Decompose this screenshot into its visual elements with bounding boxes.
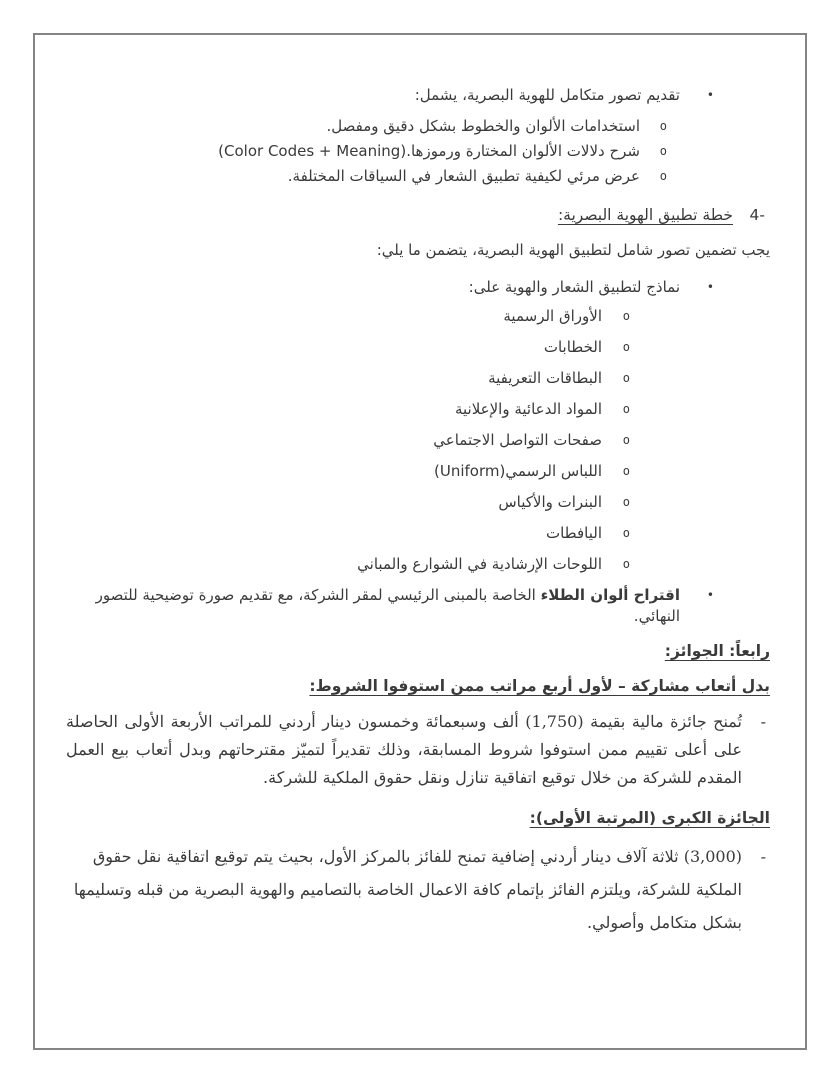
bullet-marker: • (706, 88, 714, 102)
grand-prize-paragraph (66, 840, 770, 939)
intro-sub-item-text: شرح دلالات الألوان المختارة ورموزها.(Color Codes + Meaning) (218, 142, 640, 160)
paint-colors-text (66, 585, 680, 627)
circle-marker: o (622, 495, 630, 509)
participation-fees-heading: بدل أتعاب مشاركة – لأول أربع مراتب ممن استوفوا الشروط: (309, 677, 770, 695)
application-item (66, 400, 770, 418)
paint-colors-bullet (66, 585, 770, 627)
application-item-text: المواد الدعائية والإعلانية (454, 400, 602, 418)
application-item (66, 307, 770, 325)
paint-colors-rest: الخاصة بالمبنى الرئيسي لمقر الشركة، مع تقديم صورة توضيحية للتصور النهائي. (95, 586, 680, 625)
application-item-text: الأوراق الرسمية (503, 307, 602, 325)
circle-marker: o (622, 402, 630, 416)
circle-marker: o (659, 144, 667, 158)
application-item-text: صفحات التواصل الاجتماعي (433, 431, 602, 449)
intro-sub-item (66, 114, 770, 139)
models-bullet-text: نماذج لتطبيق الشعار والهوية على: (468, 278, 680, 296)
application-item-text: الخطابات (543, 338, 602, 356)
prizes-section-heading: رابعاً: الجوائز: (664, 642, 770, 660)
intro-sub-item (66, 139, 770, 164)
circle-marker: o (622, 526, 630, 540)
circle-marker: o (659, 169, 667, 183)
section4-number: 4- (749, 206, 765, 224)
grand-prize-body: (3,000) ثلاثة آلاف دينار أردني إضافية تمنح للفائز بالمركز الأول، بحيث يتم توقيع اتفاقية نقل حقوق الملكية للشركة، ويلتزم الفائز بإتمام كافة الاعمال الخاصة بالتصاميم والهوية البصرية من قبله وتسليمها بشكل متكامل وأصولي. (73, 847, 742, 932)
intro-bullet-text: تقديم تصور متكامل للهوية البصرية، يشمل: (414, 86, 680, 104)
participation-fees-body: تُمنح جائزة مالية بقيمة (1,750) ألف وسبعمائة وخمسون دينار أردني للمراتب الأربعة الأولى الحاصلة على أعلى تقييم ممن استوفوا شروط المسابقة، وذلك تقديراً لتميّز مقترحاتهم وبدل أتعاب بيع العمل المقدم للشركة من خلال توقيع اتفاقية تنازل ونقل حقوق الملكية للشركة. (66, 712, 742, 787)
bullet-marker: • (706, 588, 714, 602)
dash-marker: - (760, 847, 766, 866)
application-item-text: البنرات والأكياس (498, 493, 602, 511)
circle-marker: o (622, 371, 630, 385)
application-item-text: اليافطات (545, 524, 602, 542)
section4-title: خطة تطبيق الهوية البصرية: (557, 206, 733, 224)
circle-marker: o (659, 119, 667, 133)
circle-marker: o (622, 309, 630, 323)
application-item (66, 493, 770, 511)
circle-marker: o (622, 557, 630, 571)
application-item (66, 555, 770, 573)
intro-bullet-item (66, 85, 770, 105)
application-items-list (66, 307, 770, 586)
circle-marker: o (622, 433, 630, 447)
paint-colors-bold-lead: اقتراح ألوان الطلاء (540, 586, 680, 604)
application-item-text: البطاقات التعريفية (488, 369, 602, 387)
dash-marker: - (760, 712, 766, 731)
visual-identity-intro-list (66, 85, 770, 189)
application-item (66, 524, 770, 542)
bullet-marker: • (706, 280, 714, 294)
intro-sub-item-text: عرض مرئي لكيفية تطبيق الشعار في السياقات المختلفة. (287, 167, 640, 185)
circle-marker: o (622, 464, 630, 478)
section4-intro-text: يجب تضمين تصور شامل لتطبيق الهوية البصرية، يتضمن ما يلي: (376, 241, 770, 259)
application-item (66, 338, 770, 356)
grand-prize-heading: الجائزة الكبرى (المرتبة الأولى): (529, 809, 770, 827)
intro-sub-item (66, 164, 770, 189)
application-item (66, 462, 770, 480)
models-bullet-line (66, 277, 770, 297)
application-item (66, 431, 770, 449)
application-item-text: اللباس الرسمي(Uniform) (434, 462, 602, 480)
participation-fees-paragraph (66, 708, 770, 792)
application-item (66, 369, 770, 387)
section4-heading (66, 204, 770, 226)
intro-sub-item-text: استخدامات الألوان والخطوط بشكل دقيق ومفصل. (326, 117, 640, 135)
application-item-text: اللوحات الإرشادية في الشوارع والمباني (357, 555, 602, 573)
circle-marker: o (622, 340, 630, 354)
